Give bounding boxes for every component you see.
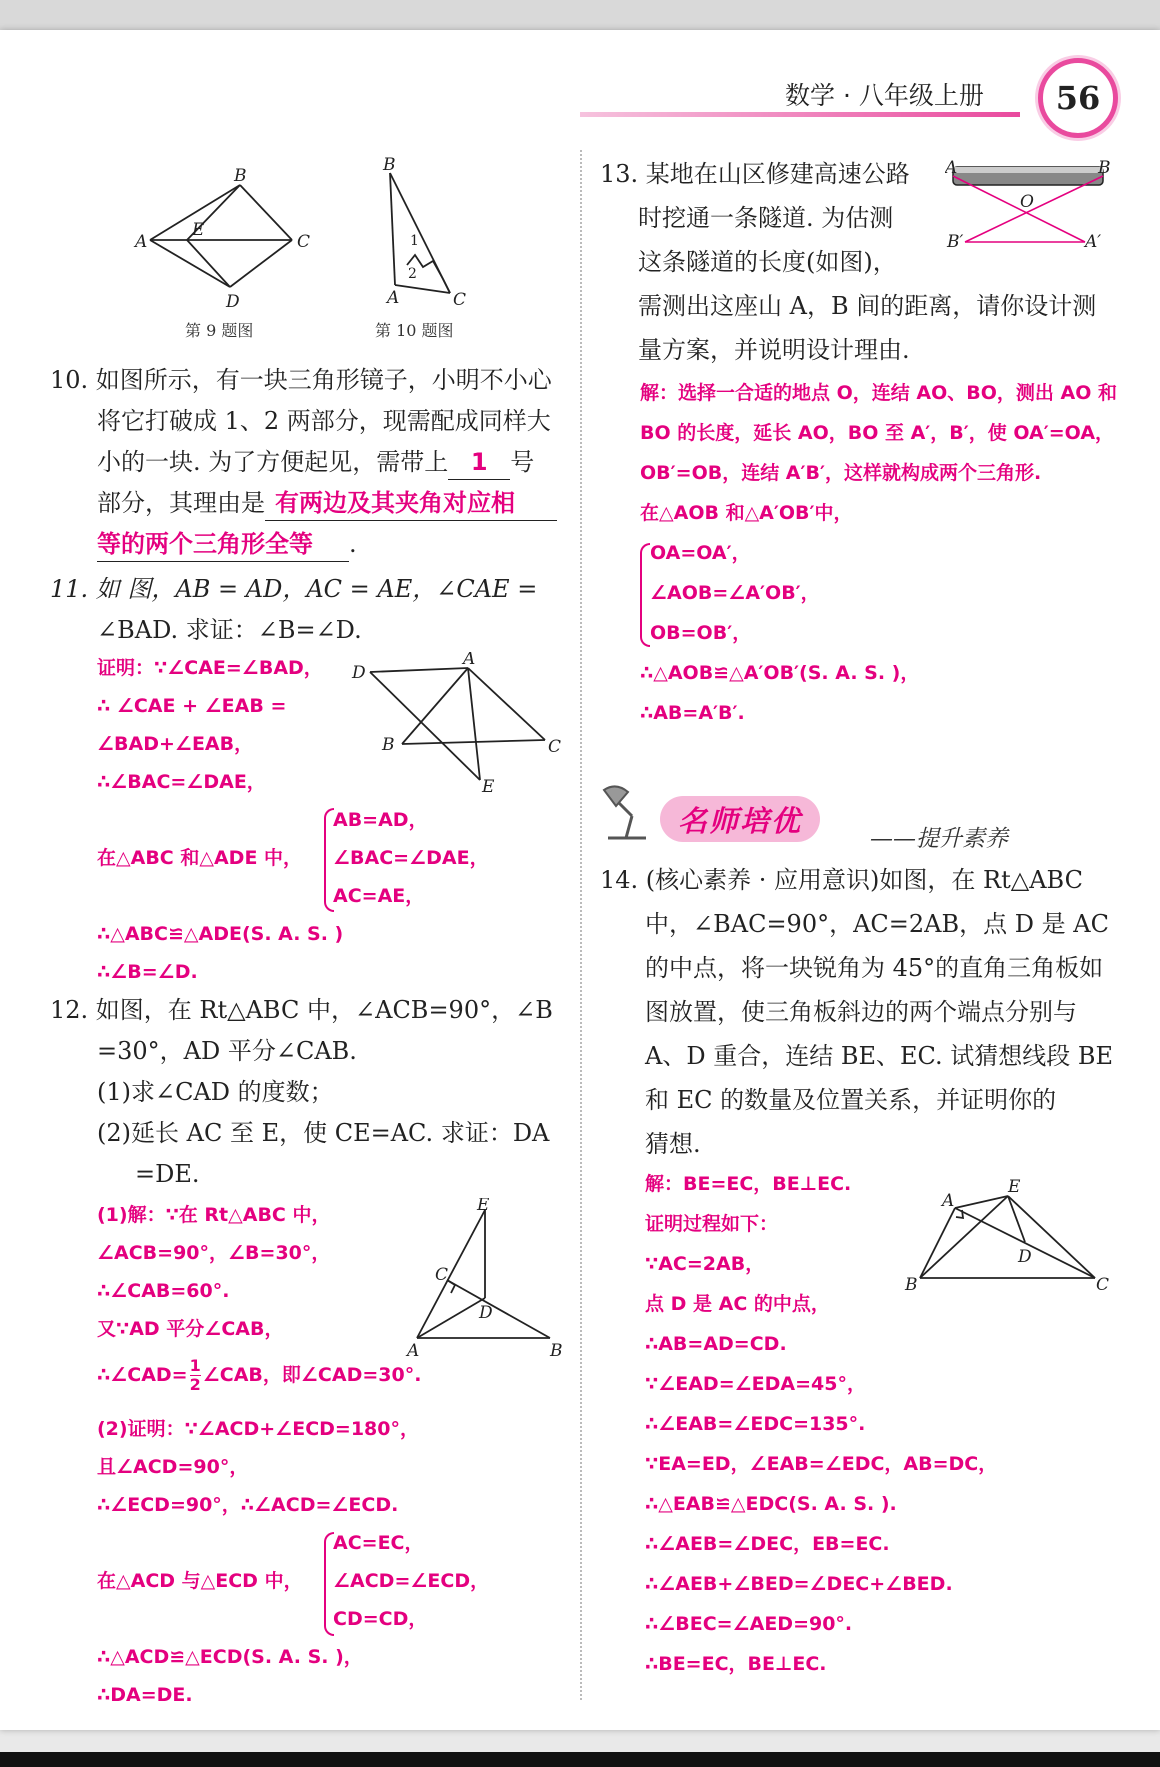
q10-answer-blank-2b: 等的两个三角形全等 (97, 527, 349, 562)
q11-fig-label-e: E (482, 777, 495, 797)
q12-line: 12. 如图，在 Rt△ABC 中，∠ACB=90°，∠B (50, 996, 553, 1024)
q14-solution-line: ∴∠AEB=∠DEC，EB=EC. (645, 1533, 890, 1555)
q11-solution-line: ∴∠BAC=∠DAE， (97, 771, 266, 793)
q11-fig-label-b: B (382, 735, 395, 755)
figure-10 (375, 155, 475, 315)
header-subject: 数学 · 八年级上册 (785, 81, 984, 110)
fraction-denominator: 2 (189, 1375, 201, 1394)
q13-fig-label-o: O (1020, 192, 1034, 212)
q11-solution-line: ∠BAD+∠EAB， (97, 733, 254, 755)
q12-fig-label-b: B (550, 1341, 563, 1361)
q10-answer-blank-2a: 有两边及其夹角对应相 (265, 486, 557, 521)
q12-fig-label-a: A (407, 1341, 420, 1361)
q12-system-line: ∠ACD=∠ECD， (333, 1570, 490, 1592)
fraction-one-half (190, 1357, 201, 1394)
desk-lamp-icon (598, 782, 656, 844)
fig10-label-b: B (383, 155, 396, 175)
q10-text: 部分，其理由是 (97, 489, 265, 517)
fig10-label-a: A (387, 288, 400, 308)
q12-conclusion-line: ∴DA=DE. (97, 1684, 193, 1706)
section-title-badge (660, 796, 820, 842)
q12-solution-line: 又∵AD 平分∠CAB， (97, 1318, 284, 1340)
q12-text: ∴∠CAD= (97, 1364, 188, 1386)
q14-solution-line: ∴∠EAB=∠EDC=135°. (645, 1413, 866, 1435)
viewer-top-bar (0, 0, 1160, 30)
fig10-label-c: C (453, 290, 467, 310)
q10-line (97, 483, 557, 524)
q14-figure (900, 1170, 1110, 1295)
q13-fig-label-a-prime: A′ (1085, 232, 1102, 252)
q11-conclusion-line: ∴△ABC≌△ADE(S. A. S. ) (97, 923, 344, 945)
q14-solution-line: ∴AB=AD=CD. (645, 1333, 787, 1355)
q11-figure (350, 652, 570, 797)
q14-solution-line: ∴∠BEC=∠AED=90°. (645, 1613, 853, 1635)
q11-fig-label-c: C (548, 737, 562, 757)
q11-system-prefix: 在△ABC 和△ADE 中， (97, 847, 303, 869)
q13-figure (945, 155, 1115, 255)
q12-fraction-line (97, 1357, 421, 1394)
q14-solution-line: ∴△EAB≌△EDC(S. A. S. ). (645, 1493, 897, 1515)
q11-line: ∠BAD. 求证：∠B=∠D. (97, 616, 362, 644)
section-title: 名师培优 (678, 803, 803, 838)
q14-solution-line: 证明过程如下： (645, 1213, 779, 1235)
q14-line: 的中点，将一块锐角为 45°的直角三角板如 (645, 954, 1104, 982)
figure-9-caption: 第 9 题图 (185, 321, 254, 340)
q12-line: =DE. (135, 1160, 200, 1188)
q12-solution-line: ∠ACB=90°，∠B=30°， (97, 1242, 331, 1264)
q14-solution-line: ∵EA=ED，∠EAB=∠EDC，AB=DC， (645, 1453, 998, 1475)
q10-text: 小的一块. 为了方便起见，需带上 (97, 448, 449, 476)
q12-system-line: CD=CD， (333, 1608, 428, 1630)
q13-conclusion-line: ∴△AOB≌△A′OB′(S. A. S. )， (640, 662, 920, 684)
q13-solution-line: 在△AOB 和△A′OB′中， (640, 502, 853, 524)
q13-line: 13. 某地在山区修建高速公路 (600, 160, 910, 188)
q14-solution-line: 点 D 是 AC 的中点， (645, 1293, 830, 1315)
q10-line (97, 524, 357, 565)
q14-fig-label-a: A (942, 1191, 955, 1211)
q10-line (97, 442, 534, 483)
q11-solution-line: 证明：∵∠CAE=∠BAD， (97, 657, 323, 679)
q13-fig-label-b: B (1098, 158, 1111, 178)
fig9-label-a: A (135, 232, 148, 252)
column-divider (580, 150, 582, 1700)
fig9-label-b: B (234, 166, 247, 186)
q14-line: 14. (核心素养 · 应用意识)如图，在 Rt△ABC (600, 866, 1083, 894)
q11-line: 11. 如 图，AB = AD，AC = AE，∠CAE = (50, 575, 538, 603)
q10-text: . (349, 530, 357, 558)
q14-fig-label-b: B (905, 1275, 918, 1295)
q11-fig-label-a: A (463, 652, 476, 669)
q12-conclusion-line: ∴△ACD≌△ECD(S. A. S. )， (97, 1646, 363, 1668)
page-number: 56 (1038, 58, 1118, 138)
q13-brace (640, 543, 650, 647)
q13-line: 量方案，并说明设计理由. (638, 336, 910, 364)
fig10-label-2: 2 (408, 266, 417, 282)
q14-line: A、D 重合，连结 BE、EC. 试猜想线段 BE (645, 1042, 1114, 1070)
q13-system-line: ∠AOB=∠A′OB′， (650, 582, 820, 604)
q13-line: 这条隧道的长度(如图)， (638, 248, 897, 276)
q12-figure (405, 1198, 575, 1363)
fig9-label-e: E (192, 220, 205, 240)
q12-solution-line: (1)解：∵在 Rt△ABC 中， (97, 1204, 331, 1226)
q11-solution-line: ∴ ∠CAE + ∠EAB = (97, 695, 287, 717)
q12-text: ∠CAB，即∠CAD=30°. (202, 1364, 422, 1386)
q10-answer-blank-1: 1 (448, 445, 510, 480)
fraction-numerator: 1 (189, 1356, 201, 1375)
q12-system-line: AC=EC， (333, 1532, 424, 1554)
q10-line: 将它打破成 1、2 两部分，现需配成同样大 (97, 407, 551, 435)
q13-solution-line: 解：选择一合适的地点 O，连结 AO、BO，测出 AO 和 (640, 382, 1117, 404)
q14-line: 猜想. (645, 1130, 701, 1158)
q12-line: (1)求∠CAD 的度数； (97, 1078, 334, 1106)
q13-conclusion-line: ∴AB=A′B′. (640, 702, 745, 724)
q12-fig-label-d: D (479, 1303, 493, 1323)
q14-line: 中，∠BAC=90°，AC=2AB，点 D 是 AC (645, 910, 1109, 938)
q12-fig-label-e: E (477, 1198, 490, 1215)
q11-system-line: ∠BAC=∠DAE， (333, 847, 489, 869)
q10-text: 号 (510, 448, 535, 476)
q13-system-line: OA=OA′， (650, 542, 751, 564)
q12-line: =30°，AD 平分∠CAB. (97, 1037, 357, 1065)
q10-line: 10. 如图所示，有一块三角形镜子，小明不小心 (50, 366, 552, 394)
fig9-label-d: D (226, 292, 240, 312)
q14-line: 和 EC 的数量及位置关系，并证明你的 (645, 1086, 1057, 1114)
q12-solution-line: (2)证明：∵∠ACD+∠ECD=180°， (97, 1418, 419, 1440)
q14-solution-line: ∵∠EAD=∠EDA=45°， (645, 1373, 866, 1395)
q14-solution-line: ∴BE=EC，BE⊥EC. (645, 1653, 827, 1675)
q14-fig-label-e: E (1008, 1177, 1021, 1197)
q11-system-line: AB=AD， (333, 809, 428, 831)
q11-fig-label-d: D (352, 663, 366, 683)
q14-fig-label-d: D (1018, 1247, 1032, 1267)
figure-9 (130, 165, 320, 315)
q14-solution-line: ∵AC=2AB， (645, 1253, 765, 1275)
fig10-label-1: 1 (410, 233, 419, 249)
q12-system-prefix: 在△ACD 与△ECD 中， (97, 1570, 303, 1592)
q12-solution-line: 且∠ACD=90°， (97, 1456, 249, 1478)
q13-line: 时挖通一条隧道. 为估测 (638, 204, 894, 232)
q12-line: (2)延长 AC 至 E，使 CE=AC. 求证：DA (97, 1119, 550, 1147)
header-rule (580, 112, 1020, 117)
fig9-label-c: C (297, 232, 311, 252)
q13-solution-line: OB′=OB，连结 A′B′，这样就构成两个三角形. (640, 462, 1042, 484)
q12-solution-line: ∴∠CAB=60°. (97, 1280, 230, 1302)
section-subtitle: ——提升素养 (870, 826, 1008, 852)
q13-line: 需测出这座山 A，B 间的距离，请你设计测 (638, 292, 1097, 320)
q12-solution-line: ∴∠ECD=90°，∴∠ACD=∠ECD. (97, 1494, 399, 1516)
q14-line: 图放置，使三角板斜边的两个端点分别与 (645, 998, 1077, 1026)
q13-system-line: OB=OB′， (650, 622, 752, 644)
viewer-bottom-bar (0, 1752, 1160, 1767)
q11-system-line: AC=AE， (333, 885, 425, 907)
q14-solution-line: ∴∠AEB+∠BED=∠DEC+∠BED. (645, 1573, 953, 1595)
q13-solution-line: BO 的长度，延长 AO，BO 至 A′，B′，使 OA′=OA， (640, 422, 1115, 444)
q11-conclusion-line: ∴∠B=∠D. (97, 961, 198, 983)
figure-10-caption: 第 10 题图 (375, 321, 454, 340)
q13-fig-label-a: A (945, 158, 958, 178)
q12-fig-label-c: C (435, 1265, 449, 1285)
q14-fig-label-c: C (1096, 1275, 1110, 1295)
q14-solution-line: 解：BE=EC，BE⊥EC. (645, 1173, 852, 1195)
q13-fig-label-b-prime: B′ (947, 232, 964, 252)
